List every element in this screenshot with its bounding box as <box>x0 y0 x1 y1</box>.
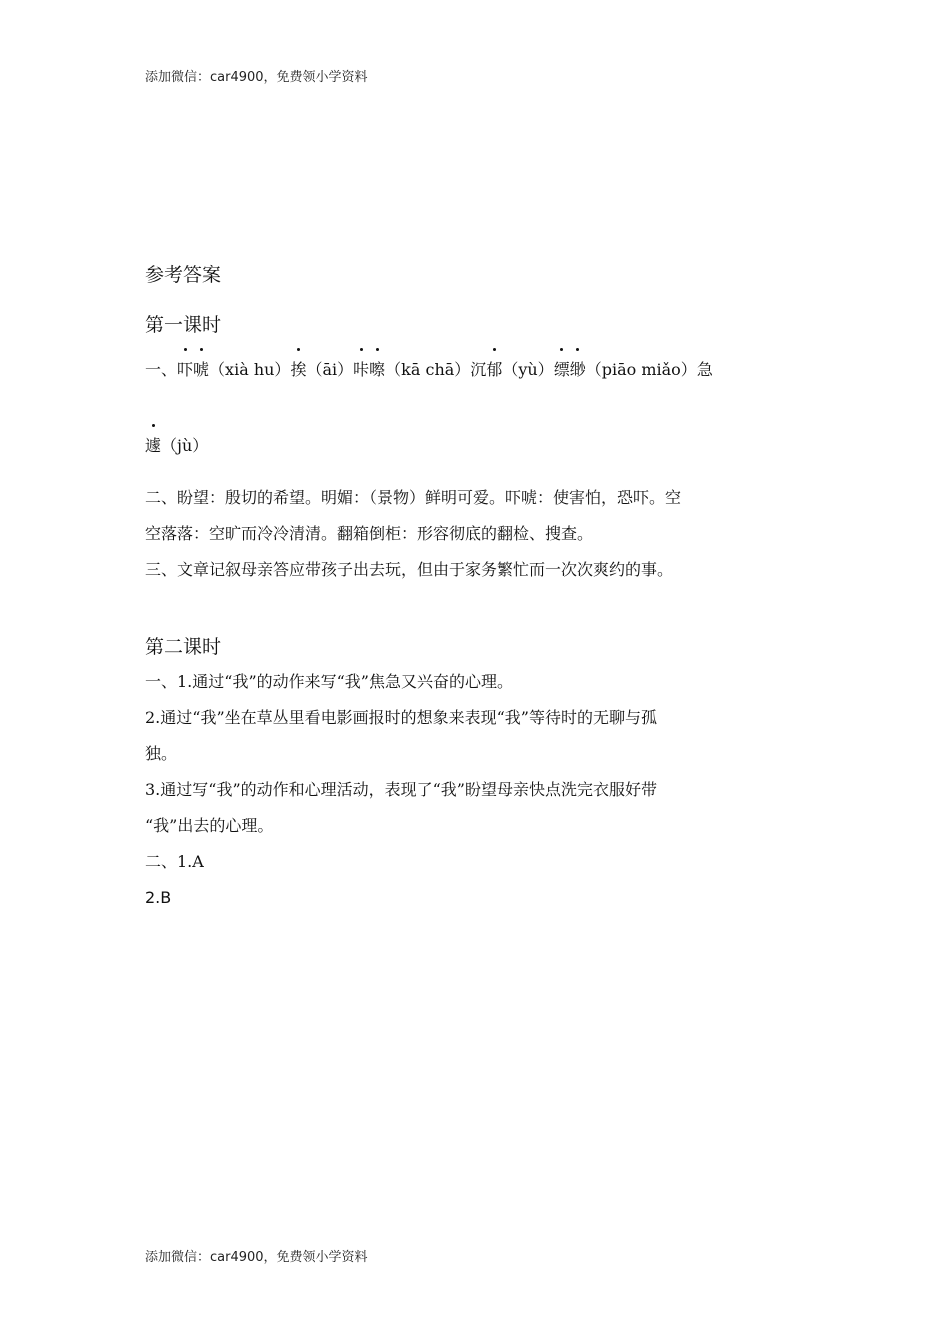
word2-pinyin: （āi） <box>306 360 354 379</box>
lesson2-b2: 2.B <box>145 888 172 907</box>
lesson2-a2-line2: 独。 <box>145 744 178 763</box>
word2-char1: 挨 <box>290 352 306 388</box>
lesson2-a1: 一、1.通过“我”的动作来写“我”焦急又兴奋的心理。 <box>145 672 513 691</box>
word4-pinyin: （yù） <box>502 360 554 379</box>
word4-char1: 沉 <box>470 360 487 379</box>
lesson2-b1: 二、1.A <box>145 852 204 871</box>
lesson1-q1-line1 <box>145 352 810 388</box>
lesson1-q1-line2 <box>145 428 810 464</box>
q1-prefix: 一、 <box>145 360 178 379</box>
lesson2-a3-line1: 3.通过写“我”的动作和心理活动，表现了“我”盼望母亲快点洗完衣服好带 <box>145 780 657 799</box>
lesson2-a3-line2: “我”出去的心理。 <box>145 816 274 835</box>
lesson1-q2-line1: 二、盼望：殷切的希望。明媚：（景物）鲜明可爱。吓唬：使害怕，恐吓。空 <box>145 488 682 507</box>
word4-char2: 郁 <box>486 352 502 388</box>
lesson2-heading: 第二课时 <box>145 636 222 658</box>
word3-pinyin: （kā chā） <box>385 360 471 379</box>
lesson1-heading: 第一课时 <box>145 314 222 336</box>
lesson1-q3: 三、文章记叙母亲答应带孩子出去玩，但由于家务繁忙而一次次爽约的事。 <box>145 560 674 579</box>
word3-char1: 咔 <box>353 352 369 388</box>
word1-char2: 唬 <box>193 352 209 388</box>
word6-pinyin: （jù） <box>161 436 209 455</box>
answer-content <box>145 262 810 916</box>
word1-char1: 吓 <box>177 352 193 388</box>
page-header: 添加微信：car4900，免费领小学资料 <box>145 70 368 85</box>
word5-char1: 缥 <box>554 352 570 388</box>
lesson1-q2-line2: 空落落：空旷而冷冷清清。翻箱倒柜：形容彻底的翻检、搜查。 <box>145 524 594 543</box>
word5-char2: 缈 <box>570 352 586 388</box>
page-title: 参考答案 <box>145 264 222 286</box>
word5-pinyin: （piāo miǎo） <box>585 360 697 379</box>
word6-char2: 遽 <box>145 428 161 464</box>
lesson2-a2-line1: 2.通过“我”坐在草丛里看电影画报时的想象来表现“我”等待时的无聊与孤 <box>145 708 657 727</box>
word3-char2: 嚓 <box>369 352 385 388</box>
word1-pinyin: （xià hu） <box>209 360 291 379</box>
word6-char1: 急 <box>696 360 713 379</box>
page-footer: 添加微信：car4900，免费领小学资料 <box>145 1250 368 1265</box>
